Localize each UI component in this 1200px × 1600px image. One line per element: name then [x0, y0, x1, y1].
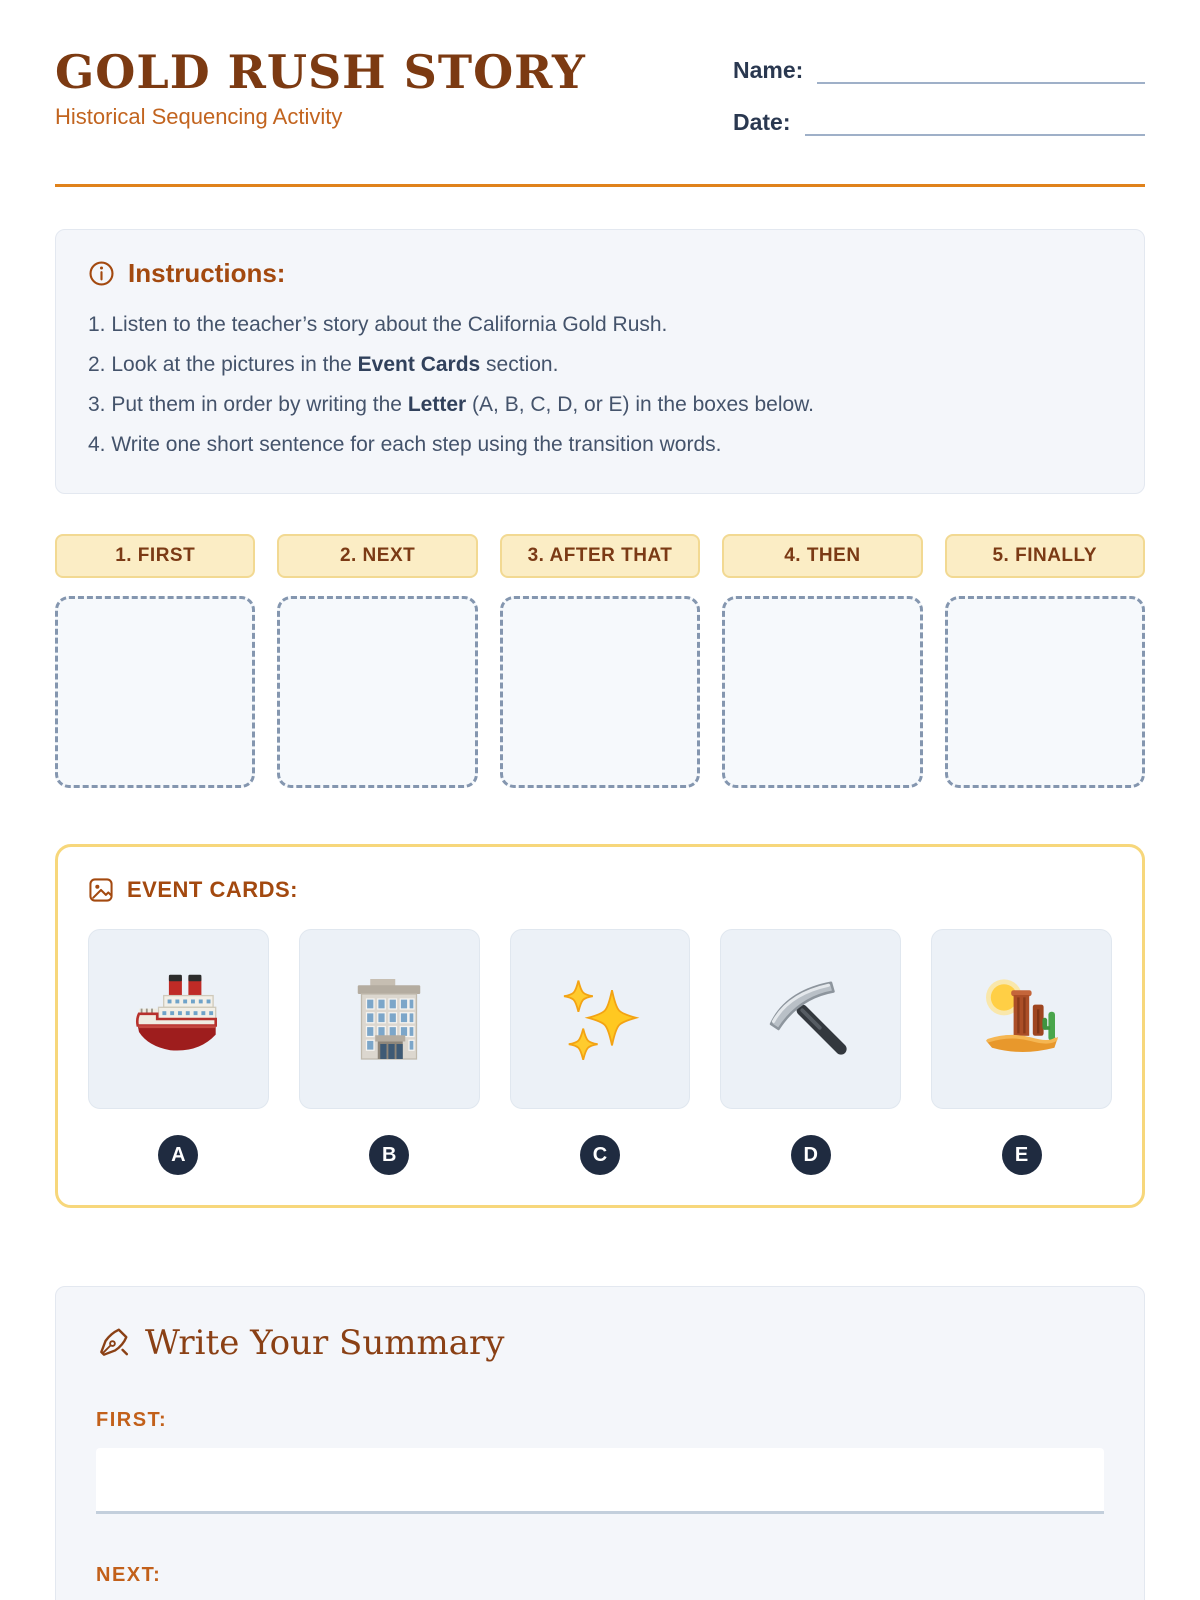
sparkles-emoji: [552, 971, 648, 1067]
date-label: Date:: [733, 109, 791, 135]
office-building-emoji: [339, 969, 439, 1069]
name-write-line[interactable]: [817, 54, 1145, 84]
card-letter-row: [88, 1135, 1112, 1175]
sequence-drop-slot-3[interactable]: [500, 596, 700, 788]
summary-heading-row: [96, 1323, 1104, 1363]
instruction-step: [88, 305, 1112, 345]
summary-heading: Write Your Summary: [145, 1323, 505, 1363]
pen-nib-icon: [96, 1326, 130, 1360]
event-cards-panel: [55, 844, 1145, 1208]
sequence-drop-slot-1[interactable]: [55, 596, 255, 788]
name-row: [733, 54, 1145, 84]
card-letter-badge-e: E: [1002, 1135, 1042, 1175]
step-text: section.: [480, 353, 559, 376]
desert-emoji: [974, 971, 1070, 1067]
sequence-drop-slot-2[interactable]: [277, 596, 477, 788]
sequence-label-next: 2. NEXT: [277, 534, 477, 578]
step-text: 4. Write one short sentence for each step using the transition words.: [88, 433, 722, 456]
instructions-heading-row: [88, 258, 1112, 289]
card-letter-badge-d: D: [791, 1135, 831, 1175]
summary-next-label: NEXT:: [96, 1564, 162, 1586]
step-text: (A, B, C, D, or E) in the boxes below.: [466, 393, 814, 416]
instructions-list: [88, 305, 1112, 465]
card-letter-badge-b: B: [369, 1135, 409, 1175]
step-text: 2. Look at the pictures in the: [88, 353, 358, 376]
page-subtitle: Historical Sequencing Activity: [55, 104, 343, 130]
date-write-line[interactable]: [805, 106, 1145, 136]
header-divider: [55, 184, 1145, 187]
instruction-step: [88, 425, 1112, 465]
card-letter-badge-c: C: [580, 1135, 620, 1175]
sequence-label-then: 4. THEN: [722, 534, 922, 578]
event-cards-heading: EVENT CARDS:: [127, 877, 299, 902]
sequence-column-4: [722, 534, 922, 788]
step-text: 3. Put them in order by writing the: [88, 393, 408, 416]
sequence-column-5: [945, 534, 1145, 788]
instructions-panel: [55, 229, 1145, 494]
sequence-drop-slot-5[interactable]: [945, 596, 1145, 788]
sequence-column-3: [500, 534, 700, 788]
sequence-drop-slot-4[interactable]: [722, 596, 922, 788]
summary-field-first: [96, 1409, 1104, 1514]
title-block: [55, 45, 586, 130]
header: [55, 45, 1145, 158]
instruction-step: [88, 345, 1112, 385]
info-icon: [88, 260, 115, 287]
name-date-block: [733, 48, 1145, 158]
step-text-bold: Event Cards: [357, 353, 481, 376]
event-card-c[interactable]: [510, 929, 691, 1109]
event-card-a[interactable]: [88, 929, 269, 1109]
summary-first-input[interactable]: [96, 1448, 1104, 1514]
image-icon: [88, 877, 114, 903]
sequence-label-after-that: 3. AFTER THAT: [500, 534, 700, 578]
sequence-column-1: [55, 534, 255, 788]
instruction-step: [88, 385, 1112, 425]
event-card-b[interactable]: [299, 929, 480, 1109]
page-title: GOLD RUSH STORY: [55, 45, 586, 99]
pickaxe-emoji: [761, 969, 861, 1069]
summary-first-label: FIRST:: [96, 1409, 168, 1431]
summary-panel: [55, 1286, 1145, 1600]
sequence-label-finally: 5. FINALLY: [945, 534, 1145, 578]
event-cards-heading-row: [88, 877, 1112, 903]
steamship-emoji: [126, 967, 230, 1071]
event-cards-grid: [88, 929, 1112, 1109]
card-letter-badge-a: A: [158, 1135, 198, 1175]
event-card-e[interactable]: [931, 929, 1112, 1109]
sequence-label-first: 1. FIRST: [55, 534, 255, 578]
date-row: [733, 106, 1145, 136]
step-text: 1. Listen to the teacher’s story about the California Gold Rush.: [88, 313, 668, 336]
instructions-heading: Instructions:: [128, 258, 286, 288]
sequence-row: [55, 534, 1145, 788]
step-text-bold: Letter: [407, 393, 467, 416]
event-card-d[interactable]: [720, 929, 901, 1109]
sequence-column-2: [277, 534, 477, 788]
summary-field-next: [96, 1564, 1104, 1600]
name-label: Name:: [733, 57, 804, 83]
